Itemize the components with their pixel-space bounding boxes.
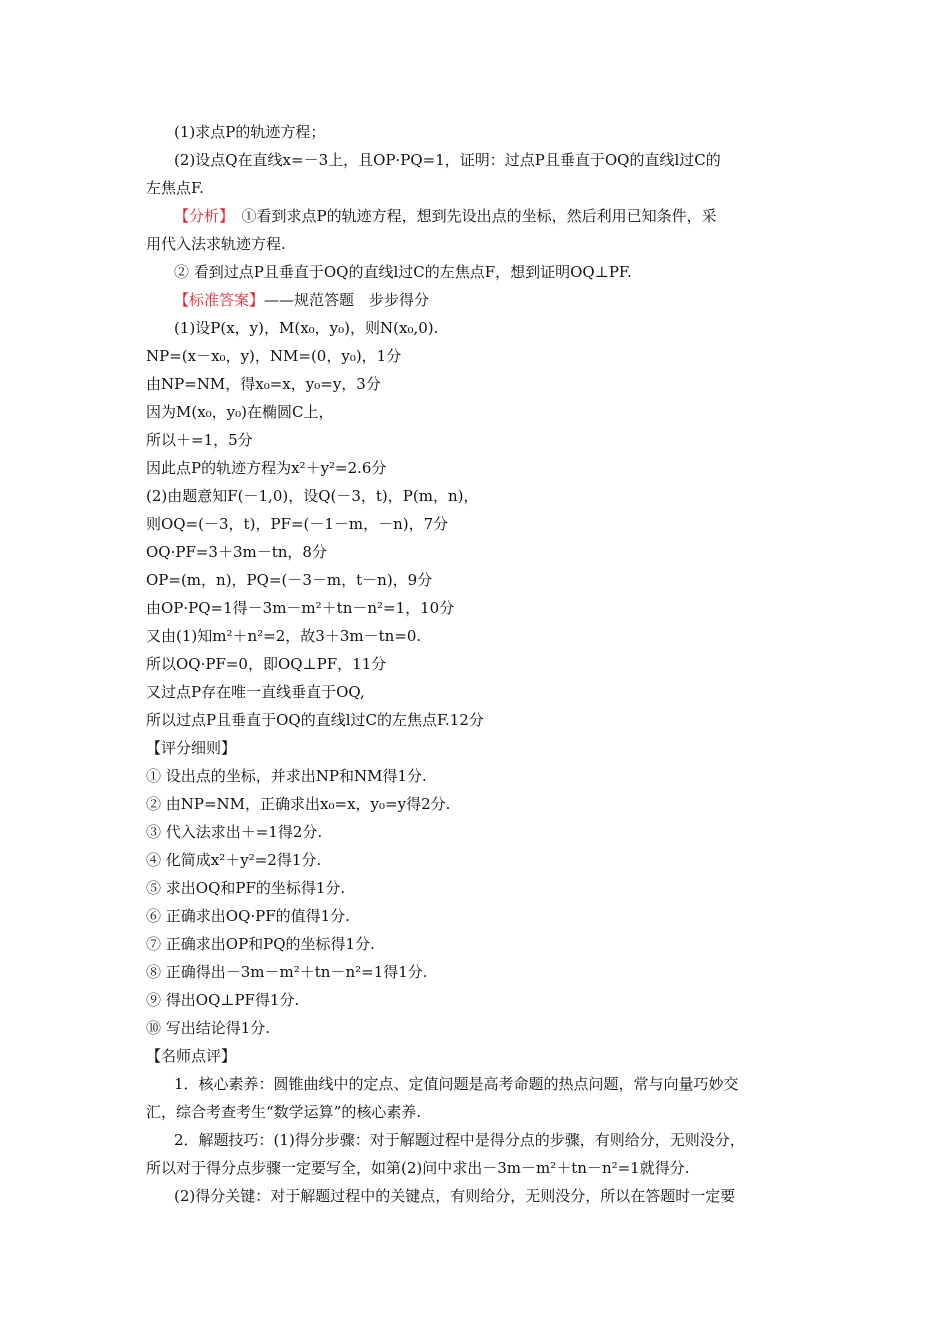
standard-answer-suffix: ——规范答题 步步得分	[264, 291, 430, 309]
teacher-comment-2-line-2: 所以对于得分点步骤一定要写全，如第(2)问中求出－3m－m²＋tn－n²=1就得分.	[146, 1159, 690, 1177]
teacher-comment-heading: 【名师点评】	[146, 1047, 237, 1065]
teacher-comment-2-line-1: 2．解题技巧：(1)得分步骤：对于解题过程中是得分点的步骤，有则给分，无则没分，	[174, 1131, 745, 1149]
answer-step: 又过点P存在唯一直线垂直于OQ,	[146, 683, 365, 701]
answer-step: 因此点P的轨迹方程为x²＋y²=2.6分	[146, 459, 387, 477]
answer-step: 又由(1)知m²＋n²=2，故3＋3m－tn=0.	[146, 627, 422, 645]
scoring-item: ⑩ 写出结论得1分.	[146, 1019, 271, 1037]
question-1: (1)求点P的轨迹方程；	[174, 123, 326, 141]
answer-step: 所以过点P且垂直于OQ的直线l过C的左焦点F.12分	[146, 711, 484, 729]
analysis-label: 【分析】	[174, 207, 227, 225]
answer-step: NP=(x－x₀，y)，NM=(0，y₀)，1分	[146, 347, 402, 365]
scoring-item: ⑤ 求出OQ和PF的坐标得1分.	[146, 879, 346, 897]
answer-step: 所以＋=1，5分	[146, 431, 253, 449]
scoring-item: ③ 代入法求出＋=1得2分.	[146, 823, 323, 841]
scoring-list	[146, 762, 810, 1042]
scoring-item: ⑨ 得出OQ⊥PF得1分.	[146, 991, 300, 1009]
answer-step: (2)由题意知F(－1,0)，设Q(－3，t)，P(m，n)，	[146, 487, 479, 505]
analysis-line-2: 用代入法求轨迹方程.	[146, 235, 286, 253]
answer-step: OQ·PF=3＋3m－tn，8分	[146, 543, 327, 561]
analysis-line-1	[146, 202, 810, 230]
scoring-heading: 【评分细则】	[146, 739, 237, 757]
answer-step: 由NP=NM，得x₀=x，y₀=y，3分	[146, 375, 381, 393]
analysis-text-1: ①看到求点P的轨迹方程，想到先设出点的坐标，然后利用已知条件，采	[241, 207, 717, 225]
standard-answer-label: 【标准答案】	[174, 291, 265, 309]
analysis-text-2: ② 看到过点P且垂直于OQ的直线l过C的左焦点F，想到证明OQ⊥PF.	[174, 263, 632, 281]
answer-step: OP=(m，n)，PQ=(－3－m，t－n)，9分	[146, 571, 433, 589]
scoring-item: ④ 化简成x²＋y²=2得1分.	[146, 851, 322, 869]
question-2-line-2: 左焦点F.	[146, 179, 204, 197]
answer-step: 因为M(x₀，y₀)在椭圆C上，	[146, 403, 334, 421]
scoring-item: ① 设出点的坐标，并求出NP和NM得1分.	[146, 767, 427, 785]
answer-step: 所以OQ·PF=0，即OQ⊥PF，11分	[146, 655, 387, 673]
answer-steps	[146, 314, 810, 734]
answer-step: (1)设P(x，y)，M(x₀，y₀)，则N(x₀,0).	[174, 319, 439, 337]
scoring-item: ⑦ 正确求出OP和PQ的坐标得1分.	[146, 935, 375, 953]
question-2-line-1: (2)设点Q在直线x=－3上，且OP·PQ=1，证明：过点P且垂直于OQ的直线l过C的	[174, 151, 721, 169]
document-page	[146, 118, 810, 1210]
teacher-comment-1-line-1: 1．核心素养：圆锥曲线中的定点、定值问题是高考命题的热点问题，常与向量巧妙交	[174, 1075, 739, 1093]
scoring-item: ⑧ 正确得出－3m－m²＋tn－n²=1得1分.	[146, 963, 428, 981]
standard-answer-heading	[146, 286, 810, 314]
teacher-comment-3-line-1: (2)得分关键：对于解题过程中的关键点，有则给分，无则没分，所以在答题时一定要	[174, 1187, 736, 1205]
answer-step: 则OQ=(－3，t)，PF=(－1－m，－n)，7分	[146, 515, 449, 533]
scoring-item: ② 由NP=NM，正确求出x₀=x，y₀=y得2分.	[146, 795, 451, 813]
teacher-comment-1-line-2: 汇，综合考查考生“数学运算”的核心素养.	[146, 1103, 422, 1121]
scoring-item: ⑥ 正确求出OQ·PF的值得1分.	[146, 907, 350, 925]
answer-step: 由OP·PQ=1得－3m－m²＋tn－n²=1，10分	[146, 599, 455, 617]
